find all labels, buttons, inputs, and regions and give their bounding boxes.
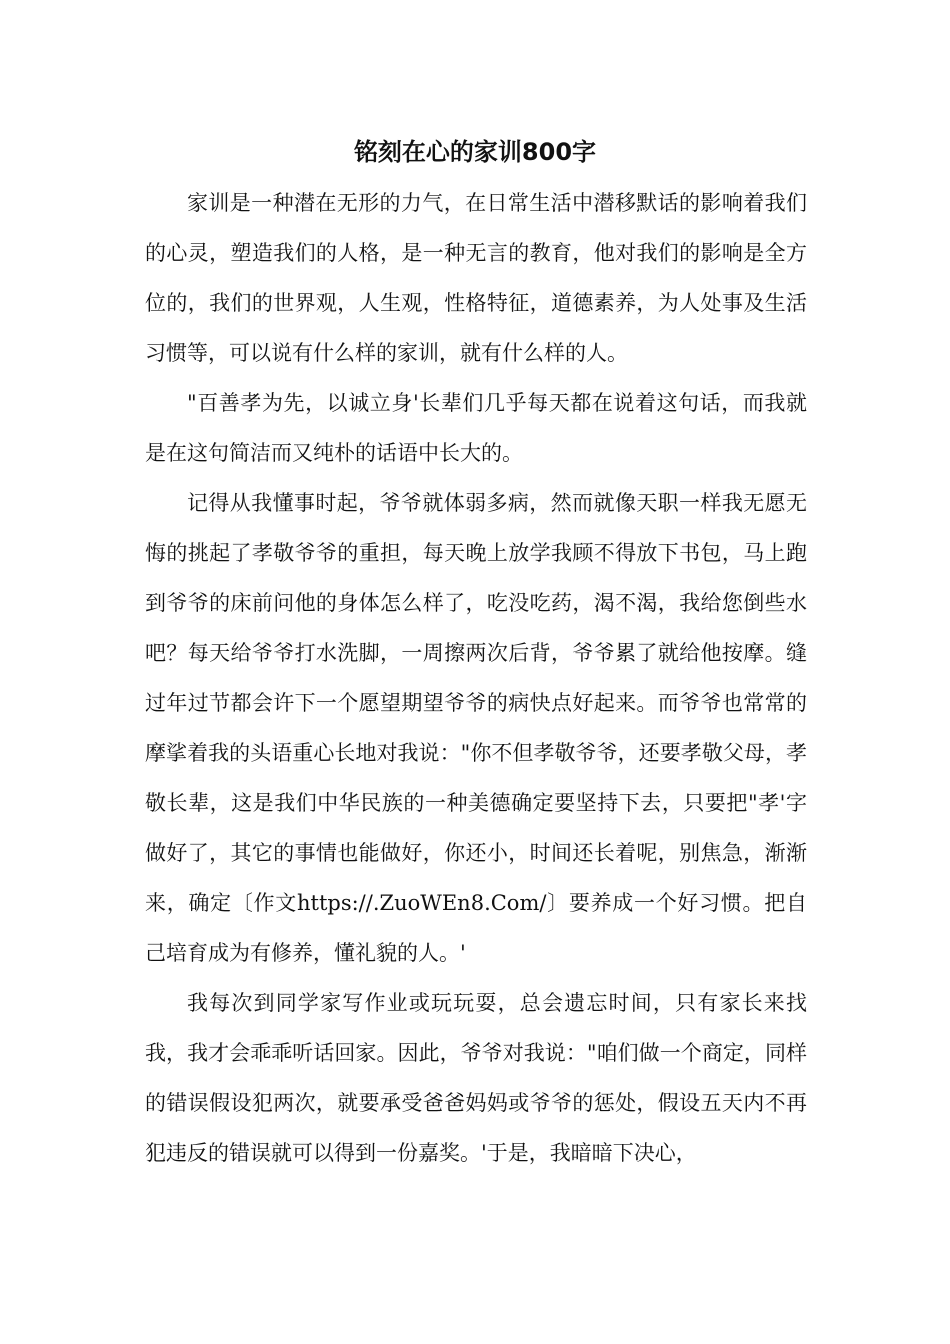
document-title: 铭刻在心的家训800字 [353,138,597,166]
paragraph: 记得从我懂事时起，爷爷就体弱多病，然而就像天职一样我无愿无悔的挑起了孝敬爷爷的重担，每天晚上放学我顾不得放下书包，马上跑到爷爷的床前问他的身体怎么样了，吃没吃药，渴不渴，我给您倒些水吧？每天给爷爷打水洗脚，一周擦两次后背，爷爷累了就给他按摩。缝过年过节都会许下一个愿望期望爷爷的病快点好起来。而爷爷也常常的摩挲着我的头语重心长地对我说："你不但孝敬爷爷，还要孝敬父母，孝敬长辈，这是我们中华民族的一种美德确定要坚持下去，只要把"孝'字做好了，其它的事情也能做好，你还小，时间还长着呢，别焦急，渐渐来，确定〔作文https://.ZuoWEn8.Com/〕要养成一个好习惯。把自己培育成为有修养，懂礼貌的人。' [145,491,807,965]
paragraph: "百善孝为先，以诚立身'长辈们几乎每天都在说着这句话，而我就是在这句简洁而又纯朴的话语中长大的。 [145,391,807,465]
paragraph: 我每次到同学家写作业或玩玩耍，总会遗忘时间，只有家长来找我，我才会乖乖听话回家。因此，爷爷对我说："咱们做一个商定，同样的错误假设犯两次，就要承受爸爸妈妈或爷爷的惩处，假设五天内不再犯违反的错误就可以得到一份嘉奖。'于是，我暗暗下决心， [145,991,807,1165]
paragraph: 家训是一种潜在无形的力气，在日常生活中潜移默话的影响着我们的心灵，塑造我们的人格，是一种无言的教育，他对我们的影响是全方位的，我们的世界观，人生观，性格特征，道德素养，为人处事及生活习惯等，可以说有什么样的家训，就有什么样的人。 [145,191,807,365]
document-body [145,178,807,1178]
